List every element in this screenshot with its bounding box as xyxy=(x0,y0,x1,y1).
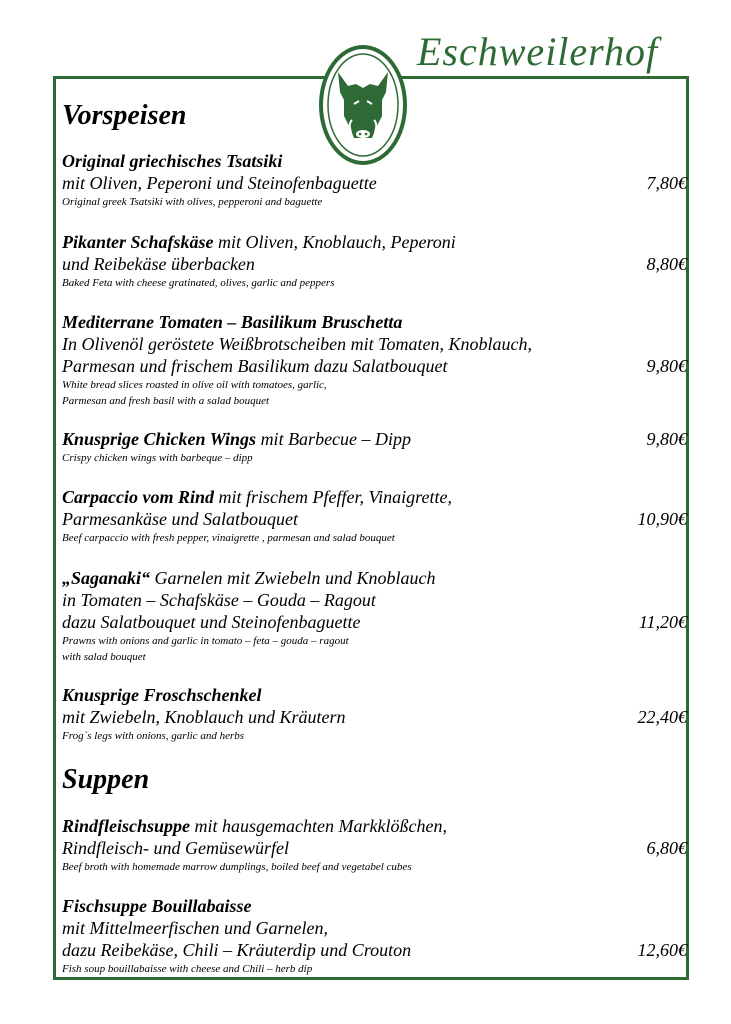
boar-head-icon xyxy=(318,44,408,166)
menu-item: Carpaccio vom Rind mit frischem Pfeffer, Vinaigrette, Parmesankäse und Salatbouquet Beef carpaccio with fresh pepper, vinaigrette , parmesan and salad bouquet 10,90€ xyxy=(62,487,687,544)
menu-item: „Saganaki“ Garnelen mit Zwiebeln und Knoblauch in Tomaten – Schafskäse – Gouda – Ragout dazu Salatbouquet und Steinofenbaguette Prawns with onions and garlic in tomato – feta – gouda – ragout with salad bouquet 11,20€ xyxy=(62,568,687,663)
section-title-suppen: Suppen xyxy=(62,764,150,795)
restaurant-name: Eschweilerhof xyxy=(411,28,664,75)
price: 10,90€ xyxy=(637,509,687,529)
menu-item: Knusprige Froschschenkel mit Zwiebeln, Knoblauch und Kräutern Frog`s legs with onions, garlic and herbs 22,40€ xyxy=(62,685,687,742)
menu-item: Mediterrane Tomaten – Basilikum Bruschetta In Olivenöl geröstete Weißbrotscheiben mit Tomaten, Knoblauch, Parmesan und frischem Basilikum dazu Salatbouquet White bread slices roasted in olive oil with tomatoes, garlic, Parmesan and fresh basil with a salad bouquet 9,80€ xyxy=(62,312,687,407)
price: 22,40€ xyxy=(637,707,687,727)
price: 11,20€ xyxy=(638,612,687,632)
price: 9,80€ xyxy=(646,429,687,449)
menu-item: Fischsuppe Bouillabaisse mit Mittelmeerfischen und Garnelen, dazu Reibekäse, Chili – Kräuterdip und Crouton Fish soup bouillabaisse with cheese and Chili – herb dip 12,60€ xyxy=(62,896,687,975)
menu-item: Pikanter Schafskäse mit Oliven, Knoblauch, Peperoni und Reibekäse überbacken Baked Feta with cheese gratinated, olives, garlic and peppers 8,80€ xyxy=(62,232,687,289)
price: 8,80€ xyxy=(646,254,687,274)
price: 12,60€ xyxy=(637,940,687,960)
section-title-vorspeisen: Vorspeisen xyxy=(62,100,187,131)
menu-item: Knusprige Chicken Wings mit Barbecue – Dipp Crispy chicken wings with barbeque – dipp 9,80€ xyxy=(62,429,687,464)
menu-item: Rindfleischsuppe mit hausgemachten Markklößchen, Rindfleisch- und Gemüsewürfel Beef broth with homemade marrow dumplings, boiled beef and vegetabel cubes 6,80€ xyxy=(62,816,687,873)
price: 7,80€ xyxy=(646,173,687,193)
price: 9,80€ xyxy=(646,356,687,376)
price: 6,80€ xyxy=(646,838,687,858)
menu-item: Original griechisches Tsatsiki mit Oliven, Peperoni und Steinofenbaguette Original greek Tsatsiki with olives, pepperoni and baguette 7,80€ xyxy=(62,151,687,208)
